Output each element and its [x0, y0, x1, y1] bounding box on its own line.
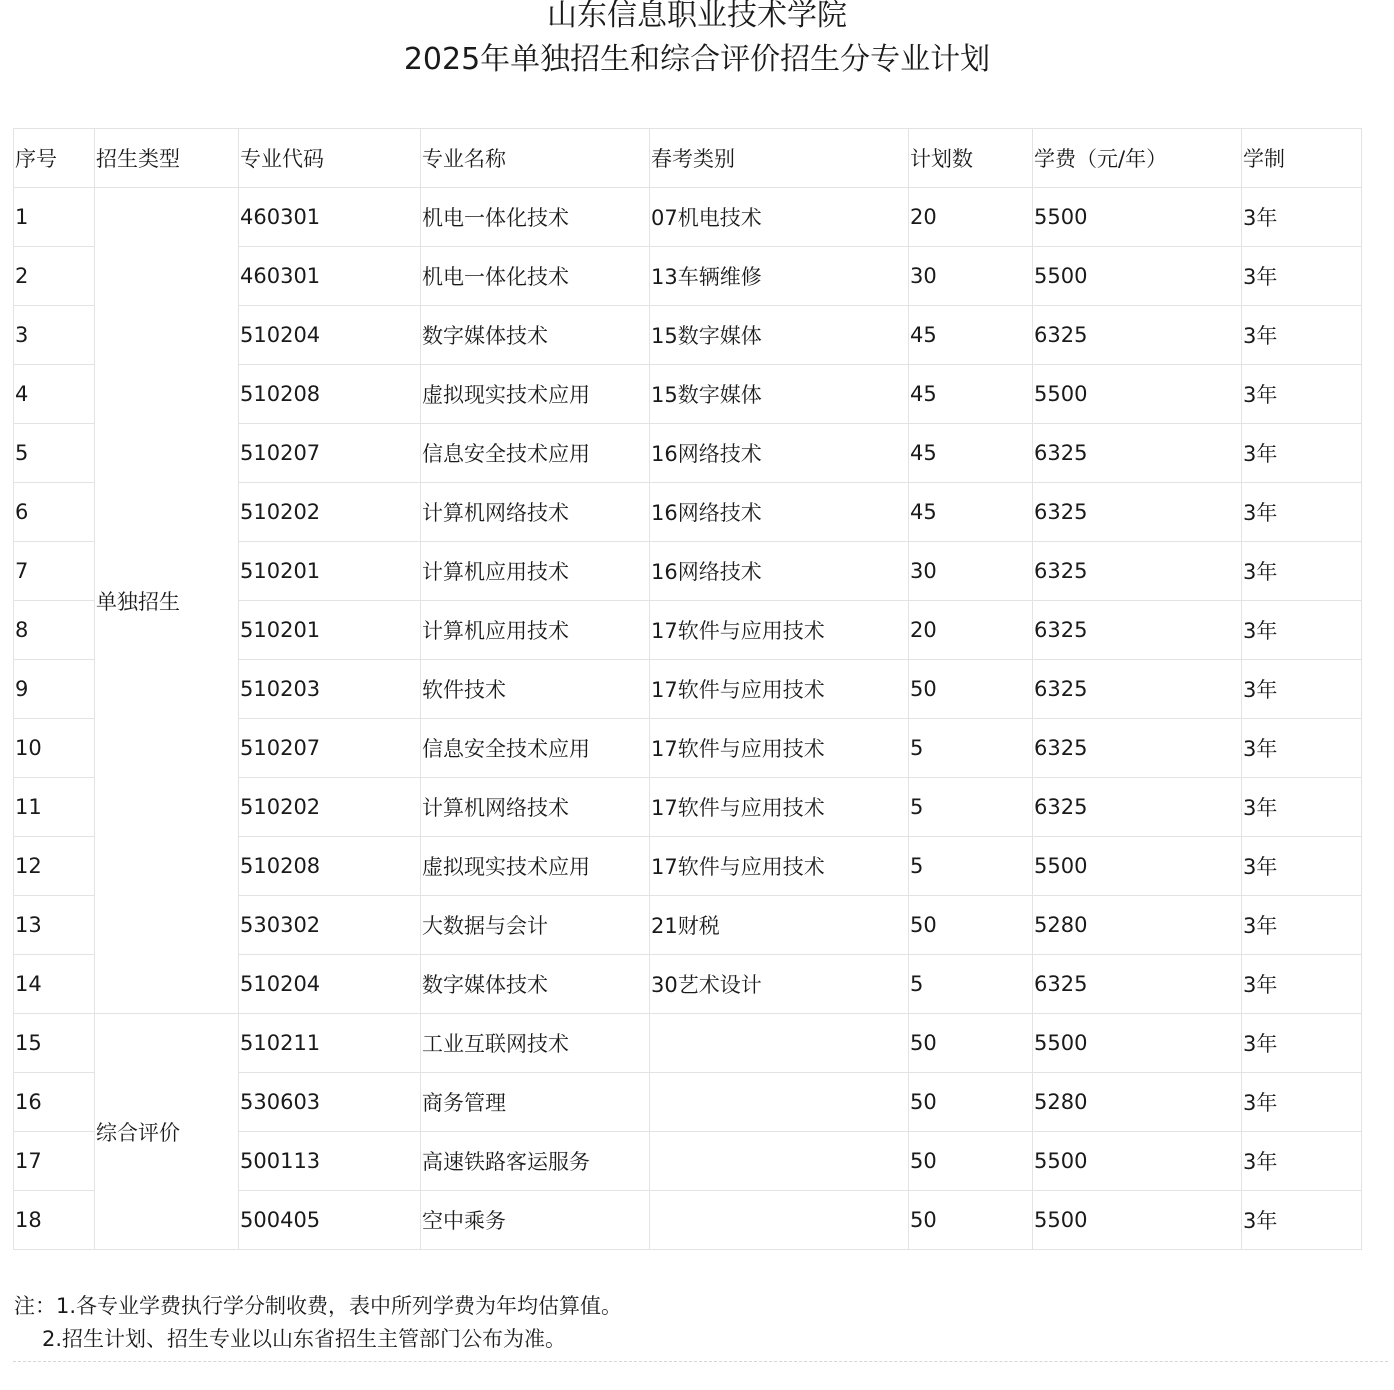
major-code-cell: 510207 [239, 424, 421, 483]
row-number-cell: 18 [14, 1191, 95, 1250]
row-number-cell: 2 [14, 247, 95, 306]
table-row [14, 1014, 1362, 1073]
duration-cell: 3年 [1242, 542, 1362, 601]
row-number-cell: 14 [14, 955, 95, 1014]
exam-category-cell: 17软件与应用技术 [650, 660, 909, 719]
major-code-cell: 510204 [239, 306, 421, 365]
tuition-cell: 6325 [1033, 306, 1242, 365]
footnote-1: 注：1.各专业学费执行学分制收费，表中所列学费为年均估算值。 [14, 1294, 623, 1318]
exam-category-cell: 17软件与应用技术 [650, 837, 909, 896]
header-cell: 专业名称 [421, 129, 650, 188]
exam-category-cell [650, 1014, 909, 1073]
tuition-cell: 5500 [1033, 1191, 1242, 1250]
row-number-cell: 9 [14, 660, 95, 719]
tuition-cell: 5280 [1033, 896, 1242, 955]
plan-count-cell: 30 [909, 542, 1033, 601]
major-code-cell: 460301 [239, 188, 421, 247]
major-code-cell: 510202 [239, 778, 421, 837]
major-code-cell: 510201 [239, 542, 421, 601]
row-number-cell: 4 [14, 365, 95, 424]
major-name-cell: 机电一体化技术 [421, 247, 650, 306]
major-name-cell: 商务管理 [421, 1073, 650, 1132]
footnotes [14, 1290, 622, 1356]
tuition-cell: 5500 [1033, 188, 1242, 247]
row-number-cell: 7 [14, 542, 95, 601]
row-number-cell: 1 [14, 188, 95, 247]
row-number-cell: 16 [14, 1073, 95, 1132]
tuition-cell: 6325 [1033, 542, 1242, 601]
plan-count-cell: 5 [909, 719, 1033, 778]
row-number-cell: 17 [14, 1132, 95, 1191]
exam-category-cell: 15数字媒体 [650, 365, 909, 424]
major-name-cell: 空中乘务 [421, 1191, 650, 1250]
duration-cell: 3年 [1242, 955, 1362, 1014]
enrollment-plan-table [13, 128, 1362, 1250]
duration-cell: 3年 [1242, 247, 1362, 306]
duration-cell: 3年 [1242, 188, 1362, 247]
plan-count-cell: 5 [909, 955, 1033, 1014]
duration-cell: 3年 [1242, 1191, 1362, 1250]
major-name-cell: 计算机应用技术 [421, 542, 650, 601]
tuition-cell: 6325 [1033, 955, 1242, 1014]
row-number-cell: 13 [14, 896, 95, 955]
duration-cell: 3年 [1242, 1073, 1362, 1132]
row-number-cell: 10 [14, 719, 95, 778]
tuition-cell: 5500 [1033, 837, 1242, 896]
major-name-cell: 大数据与会计 [421, 896, 650, 955]
title-school-name: 山东信息职业技术学院 [547, 0, 847, 33]
major-code-cell: 510201 [239, 601, 421, 660]
exam-category-cell: 17软件与应用技术 [650, 601, 909, 660]
duration-cell: 3年 [1242, 660, 1362, 719]
plan-count-cell: 45 [909, 483, 1033, 542]
plan-count-cell: 50 [909, 660, 1033, 719]
major-code-cell: 510208 [239, 365, 421, 424]
plan-count-cell: 50 [909, 1073, 1033, 1132]
plan-count-cell: 45 [909, 424, 1033, 483]
major-code-cell: 510202 [239, 483, 421, 542]
document-title [0, 0, 1394, 82]
exam-category-cell [650, 1073, 909, 1132]
title-plan-name: 2025年单独招生和综合评价招生分专业计划 [403, 42, 991, 77]
tuition-cell: 6325 [1033, 424, 1242, 483]
major-name-cell: 信息安全技术应用 [421, 424, 650, 483]
duration-cell: 3年 [1242, 601, 1362, 660]
major-name-cell: 信息安全技术应用 [421, 719, 650, 778]
tuition-cell: 6325 [1033, 601, 1242, 660]
tuition-cell: 5500 [1033, 365, 1242, 424]
plan-count-cell: 5 [909, 778, 1033, 837]
major-code-cell: 460301 [239, 247, 421, 306]
major-name-cell: 计算机网络技术 [421, 778, 650, 837]
major-code-cell: 510204 [239, 955, 421, 1014]
header-cell: 计划数 [909, 129, 1033, 188]
enrollment-type-cell: 单独招生 [95, 188, 239, 1014]
major-name-cell: 工业互联网技术 [421, 1014, 650, 1073]
row-number-cell: 8 [14, 601, 95, 660]
exam-category-cell: 17软件与应用技术 [650, 719, 909, 778]
major-name-cell: 软件技术 [421, 660, 650, 719]
major-code-cell: 510203 [239, 660, 421, 719]
row-number-cell: 15 [14, 1014, 95, 1073]
plan-count-cell: 30 [909, 247, 1033, 306]
header-cell: 招生类型 [95, 129, 239, 188]
plan-count-cell: 45 [909, 306, 1033, 365]
exam-category-cell: 15数字媒体 [650, 306, 909, 365]
major-code-cell: 510208 [239, 837, 421, 896]
tuition-cell: 5500 [1033, 247, 1242, 306]
major-name-cell: 计算机应用技术 [421, 601, 650, 660]
major-code-cell: 500405 [239, 1191, 421, 1250]
duration-cell: 3年 [1242, 778, 1362, 837]
footnote-2: 2.招生计划、招生专业以山东省招生主管部门公布为准。 [42, 1327, 567, 1351]
exam-category-cell: 30艺术设计 [650, 955, 909, 1014]
exam-category-cell [650, 1132, 909, 1191]
duration-cell: 3年 [1242, 719, 1362, 778]
tuition-cell: 6325 [1033, 660, 1242, 719]
major-name-cell: 虚拟现实技术应用 [421, 365, 650, 424]
exam-category-cell: 13车辆维修 [650, 247, 909, 306]
major-name-cell: 高速铁路客运服务 [421, 1132, 650, 1191]
row-number-cell: 5 [14, 424, 95, 483]
table-row [14, 188, 1362, 247]
major-name-cell: 计算机网络技术 [421, 483, 650, 542]
row-number-cell: 6 [14, 483, 95, 542]
plan-count-cell: 50 [909, 896, 1033, 955]
table-body [14, 188, 1362, 1250]
duration-cell: 3年 [1242, 1132, 1362, 1191]
exam-category-cell: 17软件与应用技术 [650, 778, 909, 837]
exam-category-cell: 21财税 [650, 896, 909, 955]
divider [13, 1361, 1388, 1362]
major-code-cell: 510207 [239, 719, 421, 778]
header-cell: 专业代码 [239, 129, 421, 188]
plan-count-cell: 45 [909, 365, 1033, 424]
header-cell: 春考类别 [650, 129, 909, 188]
tuition-cell: 5500 [1033, 1132, 1242, 1191]
row-number-cell: 12 [14, 837, 95, 896]
duration-cell: 3年 [1242, 896, 1362, 955]
duration-cell: 3年 [1242, 1014, 1362, 1073]
plan-count-cell: 50 [909, 1191, 1033, 1250]
row-number-cell: 3 [14, 306, 95, 365]
header-cell: 学费（元/年） [1033, 129, 1242, 188]
tuition-cell: 6325 [1033, 719, 1242, 778]
exam-category-cell: 16网络技术 [650, 542, 909, 601]
header-cell: 学制 [1242, 129, 1362, 188]
exam-category-cell: 16网络技术 [650, 424, 909, 483]
tuition-cell: 6325 [1033, 778, 1242, 837]
major-code-cell: 530603 [239, 1073, 421, 1132]
duration-cell: 3年 [1242, 424, 1362, 483]
major-name-cell: 数字媒体技术 [421, 955, 650, 1014]
exam-category-cell: 07机电技术 [650, 188, 909, 247]
tuition-cell: 6325 [1033, 483, 1242, 542]
major-name-cell: 虚拟现实技术应用 [421, 837, 650, 896]
tuition-cell: 5500 [1033, 1014, 1242, 1073]
tuition-cell: 5280 [1033, 1073, 1242, 1132]
plan-count-cell: 20 [909, 601, 1033, 660]
major-code-cell: 510211 [239, 1014, 421, 1073]
duration-cell: 3年 [1242, 483, 1362, 542]
table-header-row [14, 129, 1362, 188]
duration-cell: 3年 [1242, 837, 1362, 896]
exam-category-cell: 16网络技术 [650, 483, 909, 542]
plan-count-cell: 50 [909, 1132, 1033, 1191]
header-cell: 序号 [14, 129, 95, 188]
major-code-cell: 500113 [239, 1132, 421, 1191]
plan-count-cell: 5 [909, 837, 1033, 896]
plan-count-cell: 50 [909, 1014, 1033, 1073]
major-name-cell: 数字媒体技术 [421, 306, 650, 365]
duration-cell: 3年 [1242, 365, 1362, 424]
major-code-cell: 530302 [239, 896, 421, 955]
row-number-cell: 11 [14, 778, 95, 837]
plan-count-cell: 20 [909, 188, 1033, 247]
exam-category-cell [650, 1191, 909, 1250]
major-name-cell: 机电一体化技术 [421, 188, 650, 247]
duration-cell: 3年 [1242, 306, 1362, 365]
enrollment-type-cell: 综合评价 [95, 1014, 239, 1250]
